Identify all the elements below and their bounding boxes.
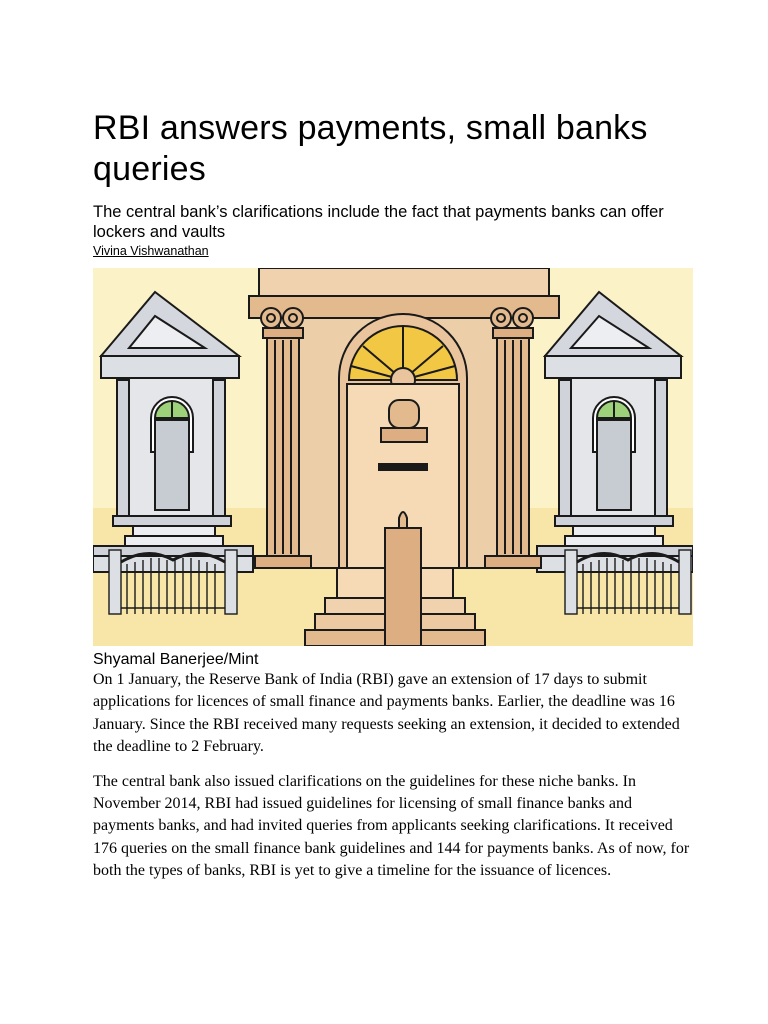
bank-illustration xyxy=(93,268,693,646)
article-header xyxy=(93,108,693,260)
paragraph: On 1 January, the Reserve Bank of India (RBI) gave an extension of 17 days to submit applications for licences of small finance and payments banks. Earlier, the deadline was 16 January. Since the RBI received many requests seeking an extension, it decided to extended the deadline to 2 February. xyxy=(93,671,680,756)
article-body xyxy=(93,669,693,895)
author-link[interactable]: Vivina Vishwanathan xyxy=(93,244,209,258)
image-credit: Shyamal Banerjee/Mint xyxy=(93,651,259,668)
headline: RBI answers payments, small banks queries xyxy=(93,109,648,188)
paragraph: The central bank also issued clarifications on the guidelines for these niche banks. In November 2014, RBI had issued guidelines for licensing of small finance banks and payments banks, and had invited queries from applicants seeking clarifications. It received 176 queries on the small finance bank guidelines and 144 for payments banks. As of now, for both the types of banks, RBI is yet to give a timeline for the issuance of licences. xyxy=(93,772,690,880)
subtitle: The central bank’s clarifications include the fact that payments banks can offer lockers and vaults xyxy=(93,203,664,241)
central-post xyxy=(385,512,421,646)
